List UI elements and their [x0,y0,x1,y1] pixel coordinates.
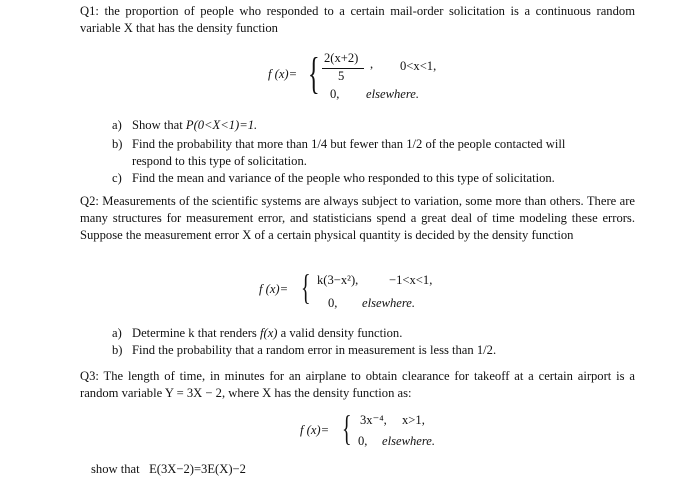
q1-item-c-marker: c) [112,171,122,185]
q1-item-b-text: Find the probability that more than 1/4 but fewer than 1/2 of the people contacted will respond to this type of solicitation. [132,137,566,168]
q3-case2-condition: elsewhere. [382,434,436,448]
q3-show-math: E(3X−2)=3E(X)−2 [149,462,246,476]
q3-case2-value: 0, [358,434,368,448]
q2-intro: Q2: Measurements of the scientific systems are always subject to variation, some more than others. There are many structures for measurement error, and statisticians spend a great deal of time modeling these errors. Suppose the measurement error X of a certain physical quantity is decided by the density function [80,194,635,242]
q3-case1-value: 3x⁻⁴, [360,413,387,427]
q3-show-statement [91,461,246,478]
q2-density-function [255,268,475,316]
q3-brace: { [342,408,352,448]
q1-item-a-math: P(0<X<1)=1. [185,118,258,132]
q1-item-a [112,117,257,134]
q1-f-label: f (x)= [268,67,298,81]
q1-item-a-marker: a) [112,118,122,132]
q2-item-a [112,325,402,342]
q2-f-label: f (x)= [259,282,289,296]
q2-item-a-text-post: a valid density function. [277,326,403,340]
q2-case1-condition: −1<x<1, [389,273,433,287]
q3-show-text: show that [91,462,140,476]
q3-intro: Q3: The length of time, in minutes for an airplane to obtain clearance for takeoff at a certain airport is a random variable Y = 3X − 2, where X has the density function as: [80,369,635,400]
q2-brace: { [301,267,311,307]
q1-item-c [112,170,555,187]
q3-case1-condition: x>1, [402,413,425,427]
q2-item-a-marker: a) [112,326,122,340]
q2-item-a-math: f(x) [260,326,278,340]
q1-item-b [112,136,592,170]
q1-item-b-marker: b) [112,137,123,151]
q1-case1-condition: 0<x<1, [400,59,437,73]
q3-density-function [300,410,480,456]
q1-intro: Q1: the proportion of people who responded to a certain mail-order solicitation is a continuous random variable X that has the density function [80,4,635,35]
q1-numerator: 2(x+2) [324,51,359,65]
q2-item-b-marker: b) [112,343,123,357]
q2-case1-value: k(3−x²), [317,273,359,287]
q1-case2-value: 0, [330,87,340,101]
q2-item-a-text-pre: Determine k that renders [132,326,260,340]
q2-case2-condition: elsewhere. [362,296,416,310]
q1-denominator: 5 [338,69,345,83]
q1-case2-condition: elsewhere. [366,87,420,101]
q2-case2-value: 0, [328,296,338,310]
q1-brace: { [308,49,320,98]
q1-item-c-text: Find the mean and variance of the people who responded to this type of solicitation. [132,171,555,185]
q2-item-b-text: Find the probability that a random error in measurement is less than 1/2. [132,343,497,357]
q2-item-b [112,342,496,359]
q3-f-label: f (x)= [300,423,330,437]
q1-density-function: f (x)= { 2(x+2) 5 , 0<x<1, 0, elsewhere. [268,49,437,101]
q1-item-a-text: Show that [132,118,186,132]
